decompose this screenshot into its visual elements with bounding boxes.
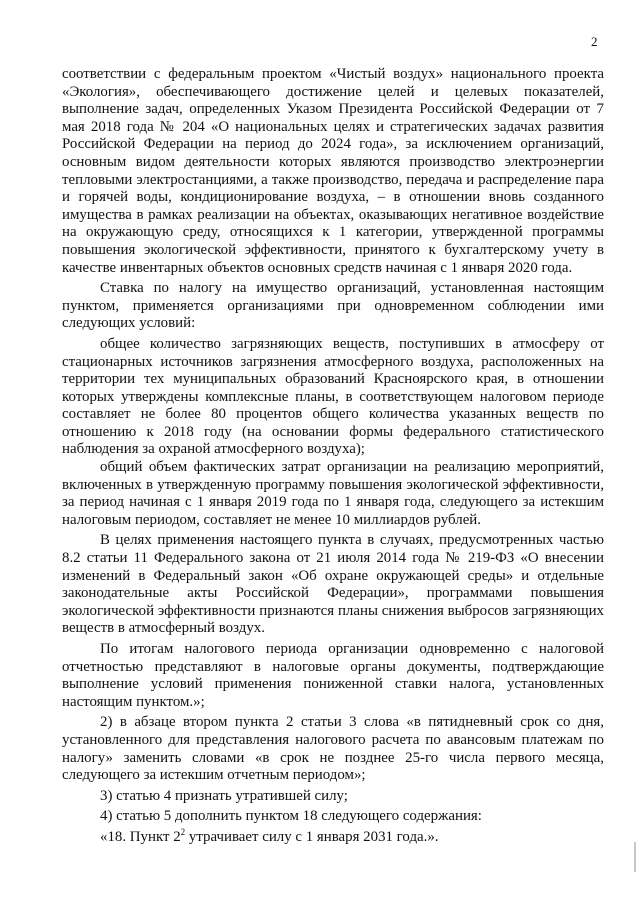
clause-18-superscript: 2 [180,826,186,837]
clause-18-suffix: утрачивает силу с 1 января 2031 года.». [185,828,439,845]
paragraph-costs-condition: общий объем фактических затрат организации на реализацию мероприятий, включенных в утвержденную программу повышения экологической эффективности, за период начиная с 1 января 2019 года по 1 января года, следующего за истекшим налоговым периодом, составляет не менее 10 миллиардов рублей. [62,459,604,528]
paragraph-tax-rate-conditions: Ставка по налогу на имущество организаций, установленная настоящим пунктом, применяется организациями при одновременном соблюдении ими следующих условий: [62,280,604,332]
paragraph-reporting-documents: По итогам налогового периода организации одновременно с налоговой отчетностью представляют в налоговые органы документы, подтверждающие выполнение условий применения пониженной ставки налога, установленных настоящим пунктом.»; [62,641,604,710]
paragraph-clean-air-project: соответствии с федеральным проектом «Чистый воздух» национального проекта «Экология», обеспечивающего достижение целей и целевых показателей, выполнение задач, определенных Указом Президента Российской Федерации от 7 мая 2018 года № 204 «О национальных целях и стратегических задачах развития Российской Федерации на период до 2024 года», за исключением организаций, основным видом деятельности которых являются производство электроэнергии тепловыми электростанциями, а также производство, передача и распределение пара и горячей воды, кондиционирование воздуха, – в отношении вновь созданного имущества в рамках реализации на объектах, оказывающих негативное воздействие на окружающую среду, относящихся к 1 категории, утвержденной программы повышения экологической эффективности, принятого к бухгалтерскому учету в качестве инвентарных объектов основных средств начиная с 1 января 2020 года. [62,66,604,276]
scan-edge-mark [634,842,636,872]
clause-18-prefix: «18. Пункт 2 [100,828,181,845]
paragraph-clause-18 [62,826,604,847]
page-number: 2 [591,34,598,49]
paragraph-repeal-article-4: 3) статью 4 признать утратившей силу; [100,787,348,804]
paragraph-emissions-condition: общее количество загрязняющих веществ, поступивших в атмосферу от стационарных источников загрязнения атмосферного воздуха, расположенных на территории тех муниципальных образований Красноярского края, в отношении которых утверждены комплексные планы, в соответствующем налоговом периоде составляет не более 80 процентов общего количества указанных веществ по отношению к 2018 году (на основании формы федерального статистического наблюдения за охраной атмосферного воздуха); [62,335,604,458]
paragraph-amendment-article-3: 2) в абзаце втором пункта 2 статьи 3 слова «в пятидневный срок со дня, установленного для представления налогового расчета по авансовым платежам по налогу» заменить словами «в срок не позднее 25-го числа первого месяца, следующего за истекшим отчетным периодом»; [62,714,604,784]
paragraph-supplement-article-5: 4) статью 5 дополнить пунктом 18 следующего содержания: [100,808,482,825]
paragraph-federal-law-reference: В целях применения настоящего пункта в случаях, предусмотренных частью 8.2 статьи 11 Федерального закона от 21 июля 2014 года № 219-ФЗ «О внесении изменений в Федеральный закон «Об охране окружающей среды» и отдельные законодательные акты Российской Федерации», программами повышения экологической эффективности признаются планы снижения выбросов загрязняющих веществ в атмосферный воздух. [62,532,604,637]
